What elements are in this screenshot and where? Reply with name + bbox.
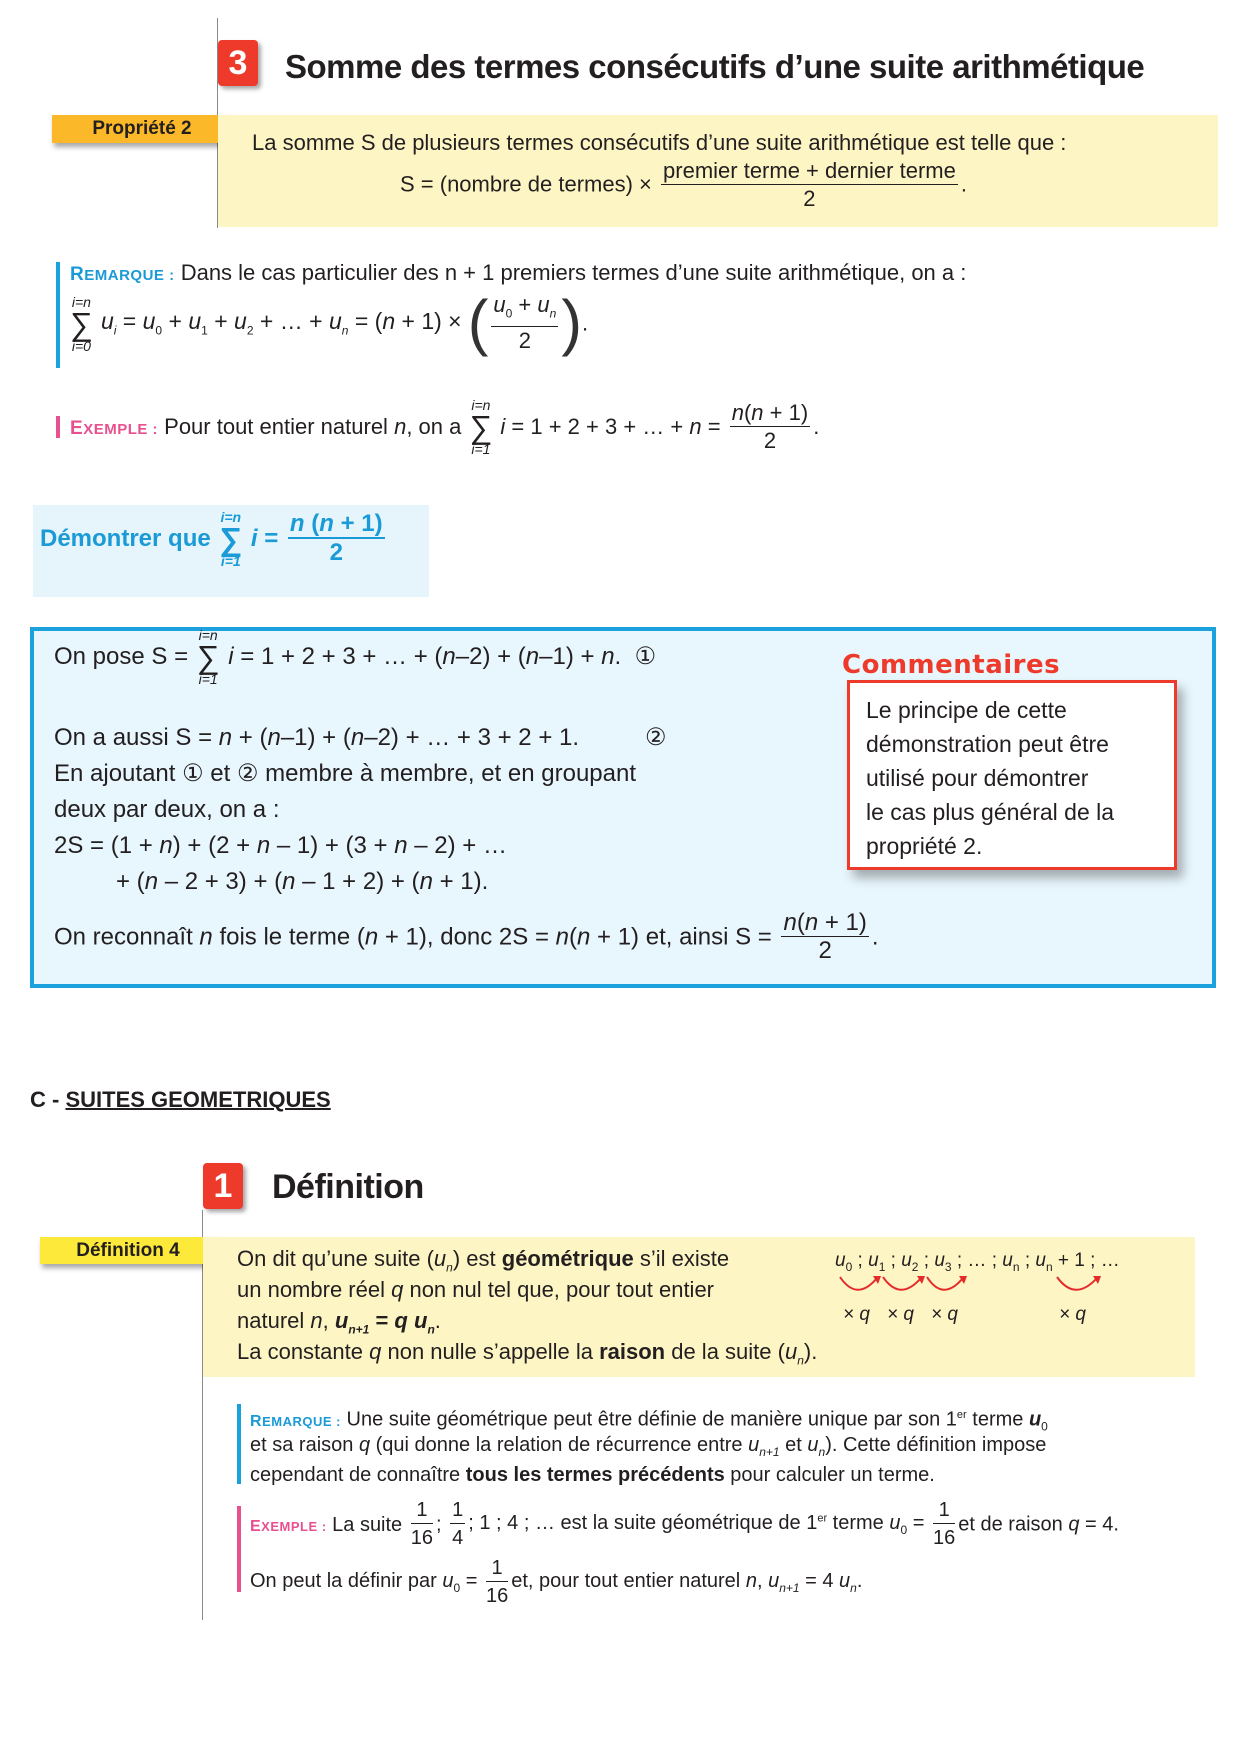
sequence-diagram bbox=[835, 1250, 1175, 1328]
exemple-line: EXEMPLE : Pour tout entier naturel n, on a i=n ∑ i=1 i = 1 + 2 + 3 + … + n = $\frac{n(n + 1)}{2}$ . bbox=[70, 397, 820, 457]
section-number-badge: 3 bbox=[218, 40, 258, 86]
remarque-formula: i=n ∑ i=0 $u_i = u_0 + u_1 + u_2$ + … + $u_n = (n + 1)$ × ( $\frac{u_0 + u_n}{2}$ ). bbox=[70, 288, 589, 358]
multiplier-labels: × q × q × q × q bbox=[843, 1303, 1086, 1325]
proof-line-3: En ajoutant ① et ② membre à membre, et en groupant bbox=[54, 760, 636, 787]
comment-line: le cas plus général de la bbox=[866, 799, 1115, 825]
proof-line-7: On reconnaît n fois le terme (n + 1), donc 2S = n(n + 1) et, ainsi S = $\frac{n(n + 1)}{2}$ . bbox=[54, 909, 879, 964]
remarque-line bbox=[70, 258, 966, 291]
commentaires-title: Commentaires bbox=[842, 650, 1061, 680]
propriete-text: La somme S de plusieurs termes consécutifs d’une suite arithmétique est telle que : bbox=[252, 130, 1067, 155]
section-title: Somme des termes consécutifs d’une suite arithmétique bbox=[285, 48, 1145, 85]
sigma-symbol: i=n ∑ i=0 bbox=[70, 293, 93, 354]
proof-fraction: $\frac{n(n + 1)}{2}$ bbox=[783, 909, 867, 964]
section-title: Définition bbox=[272, 1168, 424, 1206]
proof-line-6: + (n – 2 + 3) + (n – 1 + 2) + (n + 1). bbox=[116, 868, 489, 895]
fraction-denominator: 2 bbox=[803, 186, 816, 211]
remarque2-line-1: REMARQUE : Une suite géométrique peut être définie de manière unique par son 1er terme $u_0$ bbox=[250, 1408, 1048, 1434]
part-c-title: SUITES GEOMETRIQUES bbox=[65, 1087, 331, 1112]
exemple-fraction: $\frac{n(n + 1)}{2}$ bbox=[731, 399, 809, 453]
proof-line-4: deux par deux, on a : bbox=[54, 796, 280, 823]
fraction-numerator: premier terme + dernier terme bbox=[663, 158, 956, 183]
section-number-badge: 1 bbox=[203, 1163, 243, 1209]
exemple-label: EXEMPLE : bbox=[70, 418, 159, 439]
remarque-text: Dans le cas particulier des n + 1 premiers termes d’une suite arithmétique, on a : bbox=[180, 260, 967, 285]
propriete-formula bbox=[400, 158, 967, 213]
multiply-arrows-icon bbox=[835, 1274, 1175, 1304]
comment-line: démonstration peut être bbox=[866, 731, 1109, 757]
formula-left: S = (nombre de termes) × bbox=[400, 171, 652, 197]
proof-line-2: On a aussi S = n + (n–1) + (n–2) + … + 3 + 2 + 1. ② bbox=[54, 724, 667, 751]
remarque-bar bbox=[237, 1404, 241, 1484]
propriete-tag: Propriété 2 bbox=[52, 115, 232, 143]
comment-line: utilisé pour démontrer bbox=[866, 765, 1089, 791]
definition-line-4: La constante q non nulle s’appelle la raison de la suite $(u_n)$. bbox=[237, 1339, 818, 1368]
exemple-bar bbox=[237, 1506, 241, 1592]
definition-line-3: naturel n, $u_{n+1} = q$ $u_n$. bbox=[237, 1308, 441, 1337]
part-c-heading: C - SUITES GEOMETRIQUES bbox=[30, 1087, 331, 1112]
sigma-symbol: i=n ∑ i=1 bbox=[469, 397, 493, 457]
remarque-bar bbox=[56, 262, 60, 368]
exemple-bar bbox=[56, 416, 60, 438]
demo-title: Démontrer que i=n ∑ i=1 i = $\frac{n (n + 1)}{2}$ bbox=[40, 509, 383, 569]
remarque2-line-2: et sa raison q (qui donne la relation de récurrence entre $u_{n+1}$ et $u_n$). Cette définition impose bbox=[250, 1434, 1047, 1459]
exemple2-line-2: On peut la définir par $u_0$ = $\frac{1}{16}$ et, pour tout entier naturel n, $u_{n+1} = 4$ $u_n$. bbox=[250, 1557, 863, 1607]
demo-fraction: $\frac{n (n + 1)}{2}$ bbox=[289, 510, 383, 566]
exemple2-line-1: EXEMPLE : La suite $\frac{1}{16}$ ; $\frac{1}{4}$ ; 1 ; 4 ; … est la suite géométrique de 1er terme $u_0$ = $\frac{1}{16}$ et de raison q = 4. bbox=[250, 1499, 1119, 1549]
comment-line: Le principe de cette bbox=[866, 697, 1067, 723]
comment-line: propriété 2. bbox=[866, 833, 983, 859]
proof-line-5: 2S = (1 + n) + (2 + n – 1) + (3 + n – 2) + … bbox=[54, 832, 507, 859]
remarque2-line-3: cependant de connaître tous les termes précédents pour calculer un terme. bbox=[250, 1464, 935, 1486]
commentaires-box bbox=[847, 680, 1177, 870]
proof-line-1: On pose S = i=n ∑ i=1 i = 1 + 2 + 3 + … + (n–2) + (n–1) + n. ① bbox=[54, 627, 657, 687]
formula-fraction bbox=[661, 158, 958, 213]
definition-line-2: un nombre réel q non nul tel que, pour tout entier bbox=[237, 1277, 715, 1302]
formula-period: . bbox=[960, 171, 967, 197]
remarque-fraction: $\frac{u_0 + u_n}{2}$ bbox=[493, 292, 557, 354]
sigma-symbol: i=n ∑ i=1 bbox=[196, 627, 220, 687]
remarque-label: REMARQUE : bbox=[70, 264, 175, 285]
sigma-symbol: i=n ∑ i=1 bbox=[219, 509, 243, 569]
sequence-terms: $u_0$ ; $u_1$ ; $u_2$ ; $u_3$ ; … ; $u_n$ ; $u_n + 1$ ; … bbox=[835, 1250, 1120, 1274]
definition-tag: Définition 4 bbox=[40, 1237, 216, 1264]
definition-line-1: On dit qu’une suite $(u_n)$ est géométrique s’il existe bbox=[237, 1246, 730, 1275]
